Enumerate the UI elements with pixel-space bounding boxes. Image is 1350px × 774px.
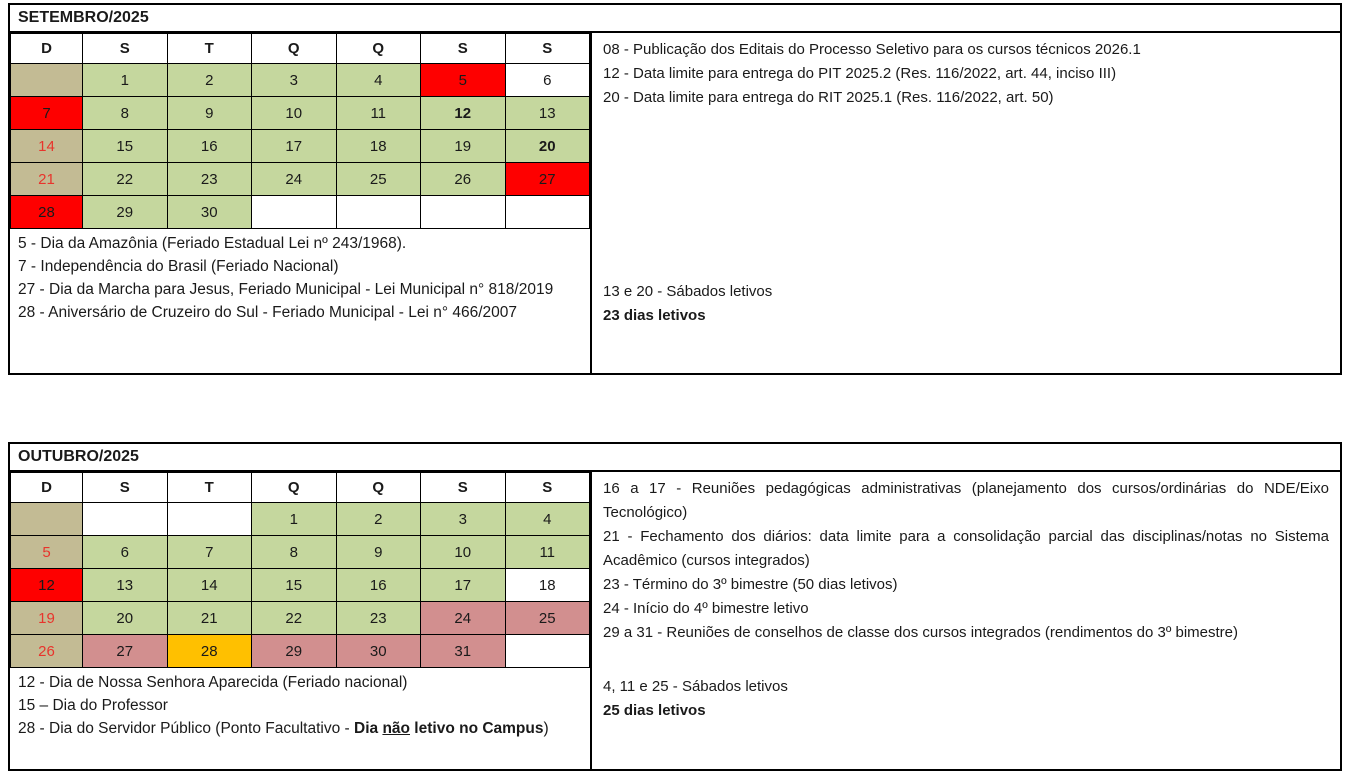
day-cell: 3 [252, 64, 337, 97]
day-cell: 15 [252, 569, 337, 602]
week-row [11, 602, 590, 635]
school-days-total: 25 dias letivos [603, 702, 706, 719]
calendar-grid-area [10, 472, 590, 769]
day-header-cell: D [11, 473, 83, 503]
day-cell: 18 [336, 130, 421, 163]
week-row [11, 569, 590, 602]
day-cell: 21 [11, 163, 83, 196]
week-row [11, 635, 590, 668]
empty-day-cell [11, 64, 83, 97]
holiday-note: 7 - Independência do Brasil (Feriado Nacional) [18, 258, 339, 275]
day-header-cell: T [167, 34, 252, 64]
calendar-grid-area [10, 33, 590, 373]
week-row [11, 130, 590, 163]
events-panel-september [590, 33, 1340, 373]
day-header-cell: D [11, 34, 83, 64]
day-cell: 19 [11, 602, 83, 635]
day-cell: 5 [421, 64, 506, 97]
day-cell: 17 [421, 569, 506, 602]
day-cell: 18 [505, 569, 590, 602]
week-row [11, 97, 590, 130]
day-cell: 9 [167, 97, 252, 130]
week-row [11, 196, 590, 229]
calendar-september [8, 3, 1342, 375]
day-cell: 30 [167, 196, 252, 229]
day-cell: 28 [11, 196, 83, 229]
calendar-title-september: SETEMBRO/2025 [10, 5, 1340, 33]
holiday-note: 28 - Dia do Servidor Público (Ponto Facultativo - Dia não letivo no Campus) [18, 720, 549, 737]
day-cell: 29 [252, 635, 337, 668]
empty-day-cell [83, 503, 168, 536]
day-cell: 30 [336, 635, 421, 668]
day-cell: 23 [336, 602, 421, 635]
day-cell: 15 [83, 130, 168, 163]
day-header-cell: Q [252, 473, 337, 503]
calendar-body [10, 33, 1340, 373]
day-cell: 19 [421, 130, 506, 163]
day-cell: 17 [252, 130, 337, 163]
event-note: 21 - Fechamento dos diários: data limite para a consolidação parcial das disciplinas/notas no Sistema Acadêmico (cursos integrados) [603, 528, 1329, 569]
month-grid-september [10, 33, 590, 229]
day-cell: 13 [505, 97, 590, 130]
day-cell: 16 [336, 569, 421, 602]
day-cell: 21 [167, 602, 252, 635]
day-cell: 20 [505, 130, 590, 163]
day-cell: 7 [167, 536, 252, 569]
day-cell: 2 [336, 503, 421, 536]
calendar-body [10, 472, 1340, 769]
day-cell: 20 [83, 602, 168, 635]
day-header-cell: S [505, 34, 590, 64]
empty-day-cell [336, 196, 421, 229]
event-note: 16 a 17 - Reuniões pedagógicas administrativas (planejamento dos cursos/ordinárias do NDE/Eixo Tecnológico) [603, 480, 1329, 521]
day-cell: 22 [252, 602, 337, 635]
empty-day-cell [167, 503, 252, 536]
calendar-title-october: OUTUBRO/2025 [10, 444, 1340, 472]
day-cell: 14 [11, 130, 83, 163]
day-cell: 4 [505, 503, 590, 536]
day-cell: 24 [252, 163, 337, 196]
day-cell: 25 [505, 602, 590, 635]
holiday-notes-october [10, 668, 590, 769]
event-note: 29 a 31 - Reuniões de conselhos de classe dos cursos integrados (rendimentos do 3º bimestre) [603, 624, 1238, 641]
events-list [603, 477, 1329, 645]
empty-day-cell [252, 196, 337, 229]
day-cell: 26 [421, 163, 506, 196]
day-header-cell: Q [336, 34, 421, 64]
saturdays-note: 4, 11 e 25 - Sábados letivos [603, 678, 788, 695]
day-cell: 12 [11, 569, 83, 602]
day-cell: 22 [83, 163, 168, 196]
day-cell: 11 [505, 536, 590, 569]
events-panel-october [590, 472, 1340, 769]
day-header-cell: S [505, 473, 590, 503]
events-list [603, 38, 1329, 110]
week-row [11, 503, 590, 536]
day-cell: 7 [11, 97, 83, 130]
day-cell: 27 [83, 635, 168, 668]
day-header-cell: T [167, 473, 252, 503]
event-note: 24 - Início do 4º bimestre letivo [603, 600, 809, 617]
day-cell: 25 [336, 163, 421, 196]
day-cell: 31 [421, 635, 506, 668]
holiday-note: 28 - Aniversário de Cruzeiro do Sul - Feriado Municipal - Lei n° 466/2007 [18, 304, 518, 321]
day-cell: 16 [167, 130, 252, 163]
day-cell: 8 [83, 97, 168, 130]
event-note: 08 - Publicação dos Editais do Processo Seletivo para os cursos técnicos 2026.1 [603, 41, 1141, 58]
event-note: 20 - Data limite para entrega do RIT 2025.1 (Res. 116/2022, art. 50) [603, 89, 1054, 106]
day-cell: 4 [336, 64, 421, 97]
day-cell: 13 [83, 569, 168, 602]
school-days-total: 23 dias letivos [603, 307, 706, 324]
saturdays-note: 13 e 20 - Sábados letivos [603, 283, 773, 300]
month-grid-october [10, 472, 590, 668]
day-header-cell: S [83, 473, 168, 503]
day-header-cell: S [421, 34, 506, 64]
empty-day-cell [505, 196, 590, 229]
day-cell: 12 [421, 97, 506, 130]
day-cell: 23 [167, 163, 252, 196]
day-cell: 10 [252, 97, 337, 130]
day-cell: 26 [11, 635, 83, 668]
empty-day-cell [11, 503, 83, 536]
holiday-note: 15 – Dia do Professor [18, 697, 168, 714]
day-cell: 27 [505, 163, 590, 196]
holiday-note: 27 - Dia da Marcha para Jesus, Feriado Municipal - Lei Municipal n° 818/2019 [18, 281, 554, 298]
week-row [11, 64, 590, 97]
day-cell: 1 [252, 503, 337, 536]
calendar-october [8, 442, 1342, 771]
day-header-cell: S [83, 34, 168, 64]
empty-day-cell [505, 635, 590, 668]
day-cell: 5 [11, 536, 83, 569]
holiday-notes-september [10, 229, 590, 373]
event-note: 23 - Término do 3º bimestre (50 dias letivos) [603, 576, 898, 593]
week-row [11, 163, 590, 196]
day-cell: 10 [421, 536, 506, 569]
day-cell: 24 [421, 602, 506, 635]
day-cell: 1 [83, 64, 168, 97]
holiday-note: 12 - Dia de Nossa Senhora Aparecida (Feriado nacional) [18, 674, 408, 691]
week-row [11, 536, 590, 569]
day-cell: 28 [167, 635, 252, 668]
day-cell: 3 [421, 503, 506, 536]
holiday-note: 5 - Dia da Amazônia (Feriado Estadual Lei nº 243/1968). [18, 235, 407, 252]
event-note: 12 - Data limite para entrega do PIT 2025.2 (Res. 116/2022, art. 44, inciso III) [603, 65, 1117, 82]
day-cell: 6 [505, 64, 590, 97]
day-cell: 29 [83, 196, 168, 229]
day-header-cell: Q [336, 473, 421, 503]
day-cell: 6 [83, 536, 168, 569]
day-header-cell: Q [252, 34, 337, 64]
day-cell: 8 [252, 536, 337, 569]
day-cell: 9 [336, 536, 421, 569]
empty-day-cell [421, 196, 506, 229]
day-cell: 2 [167, 64, 252, 97]
day-cell: 11 [336, 97, 421, 130]
day-cell: 14 [167, 569, 252, 602]
day-header-cell: S [421, 473, 506, 503]
